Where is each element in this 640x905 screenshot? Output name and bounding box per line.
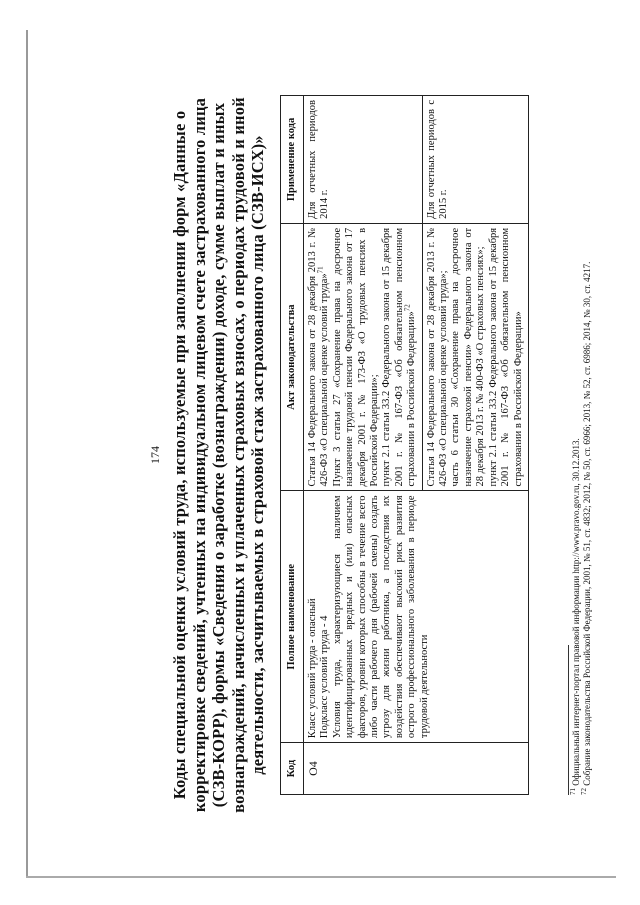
page-number: 174 xyxy=(148,446,162,464)
footnote-mark: 72 xyxy=(580,788,588,795)
header-act: Акт законодательства xyxy=(281,223,304,491)
page-left-edge xyxy=(26,30,28,878)
footnotes xyxy=(571,95,593,795)
full-name-cell xyxy=(304,491,529,743)
footnote-text: Собрание законодательства Российской Федерации, 2001, № 51, ст. 4832; 2012, № 50, ст. 6966; 2013, № 52, ст. 6986; 2014, № 30, ст. 4217. xyxy=(582,261,592,786)
act-text: часть 6 статьи 30 «Сохранение права на досрочное назначение страховой пенсии» Федерального закона от 28 декабря 2013 г. № 400-ФЗ «О страховых пенсиях»; xyxy=(450,227,487,487)
footnote-ref: 72 xyxy=(403,304,412,312)
act-text: Статья 14 Федерального закона от 28 декабря 2013 г. № 426-ФЗ «О специальной оценке условий труда»; xyxy=(425,227,450,487)
act-cell xyxy=(304,223,423,491)
document-title: Коды специальной оценки условий труда, используемые при заполнении форм «Данные о корректировке сведений, учтенных на индивидуальном лицевом счете застрахованного лица (СЗВ-КОРР), формы «Сведения о заработке (вознаграждении) доходе, сумме выплат и иных вознаграждений, начисленных и уплаченных страховых взносах, о периодах трудовой и иной деятельности, засчитываемых в страховой стаж застрахованного лица (СЗВ-ИСХ)» xyxy=(170,97,267,813)
footnote-item xyxy=(582,95,593,795)
act-text: Статья 14 Федерального закона от 28 декабря 2013 г. № 426-ФЗ «О специальной оценке условий труда» xyxy=(307,227,331,487)
codes-table xyxy=(280,95,529,795)
act-text: пункт 2.1 статьи 33.2 Федерального закона от 15 декабря 2001 г. № 167-ФЗ «Об обязательном пенсионном страховании в Российской Федерации» xyxy=(487,227,524,487)
footnote-divider xyxy=(568,645,569,795)
header-application: Применение кода xyxy=(281,96,304,224)
act-cell xyxy=(422,223,528,491)
footnote-ref: 71 xyxy=(316,266,325,274)
footnote-mark: 71 xyxy=(569,788,577,795)
page-bottom-edge xyxy=(26,876,616,878)
hazard-subclass: Подкласс условий труда - 4 xyxy=(319,615,331,739)
header-code: Код xyxy=(281,743,304,795)
table-header-row xyxy=(281,96,304,795)
footnote-item xyxy=(571,95,582,795)
header-full-name: Полное наименование xyxy=(281,491,304,743)
table-row xyxy=(304,96,423,795)
act-text: пункт 2.1 статьи 33.2 Федерального закона от 15 декабря 2001 г. № 167-ФЗ «Об обязательном пенсионном страховании в Российской Федерации» xyxy=(381,227,418,487)
conditions-description: Условия труда, характеризующиеся наличием идентифицированных вредных и (или) опасных факторов, уровни которых способны в течение всего либо части рабочего дня (рабочей смены) создать угрозу для жизни работника, а последствия их воздействия обеспечивают высокий риск развития острого профессионального заболевания в периоде трудовой деятельности xyxy=(331,495,430,739)
act-text: Пункт 3 статьи 27 «Сохранение права на досрочное назначение трудовой пенсии Федерального закона от 17 декабря 2001 г. № 173-ФЗ «О трудовых пенсиях в Российской Федерации»; xyxy=(331,227,381,487)
application-cell: Для отчетных периодов с 2015 г. xyxy=(422,96,528,224)
footnote-text: Официальный интернет-портал правовой информации http://www.pravo.gov.ru, 30.12.2013. xyxy=(571,438,581,786)
rotated-page-content xyxy=(40,60,600,850)
code-cell: О4 xyxy=(304,743,529,795)
application-cell: Для отчетных периодов 2014 г. xyxy=(304,96,423,224)
hazard-class: Класс условий труда - опасный xyxy=(307,598,318,739)
